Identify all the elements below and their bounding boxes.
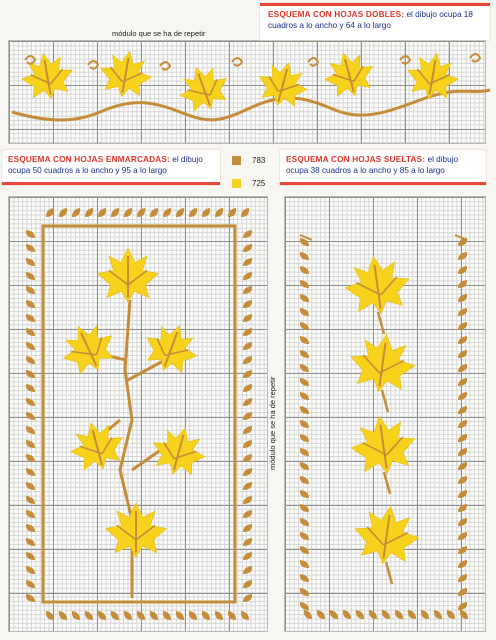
frame-top-leaflet [98, 208, 106, 217]
loose-bottom-leaflet [356, 610, 364, 619]
loose-right-leaflet [458, 462, 467, 470]
frame-right-leaflet [243, 272, 252, 280]
frame-right-leaflet [243, 370, 252, 378]
frame-top-leaflet [228, 208, 236, 217]
frame-top-leaflet [176, 208, 184, 217]
frame-bottom-leaflet [202, 611, 210, 620]
frame-left-leaflet [26, 244, 35, 252]
loose-right-leaflet [458, 364, 467, 372]
frame-right-leaflet [243, 398, 252, 406]
frame-top-leaflet [241, 208, 249, 217]
frame-left-leaflet [26, 524, 35, 532]
loose-right-leaflet [458, 392, 467, 400]
frame-left-leaflet [26, 594, 35, 602]
loose-right-leaflet [458, 322, 467, 330]
loose-left-leaflet [300, 518, 309, 526]
loose-bottom-leaflet [382, 610, 390, 619]
frame-bottom-leaflet [150, 611, 158, 620]
frame-left-leaflet [26, 440, 35, 448]
frame-bottom-leaflet [85, 611, 93, 620]
loose-left-leaflet [300, 266, 309, 274]
frame-left-leaflet [26, 496, 35, 504]
frame-top-leaflet [202, 208, 210, 217]
loose-left-leaflet [300, 602, 309, 610]
loose-left-leaflet [300, 336, 309, 344]
loose-left-leaflet [300, 434, 309, 442]
frame-left-leaflet [26, 328, 35, 336]
loose-bottom-leaflet [460, 610, 468, 619]
legend-code-783: 783 [252, 156, 266, 165]
framed-main-stem [120, 300, 132, 598]
frame-right-leaflet [243, 328, 252, 336]
loose-left-leaflet [300, 546, 309, 554]
frame-right-leaflet [243, 300, 252, 308]
frame-right-leaflet [243, 510, 252, 518]
loose-left-leaflet [300, 350, 309, 358]
frame-right-leaflet [243, 468, 252, 476]
frame-left-leaflet [26, 552, 35, 560]
loose-left-leaflet [300, 364, 309, 372]
frame-left-leaflet [26, 300, 35, 308]
frame-left-leaflet [26, 454, 35, 462]
frame-right-leaflet [243, 314, 252, 322]
frame-bottom-leaflet [98, 611, 106, 620]
loose-leaf-stem-4 [386, 562, 392, 584]
loose-right-leaflet [458, 588, 467, 596]
loose-right-leaflet [458, 560, 467, 568]
frame-bottom-leaflet [111, 611, 119, 620]
loose-right-curl [455, 235, 467, 240]
loose-leaf-stem-2 [382, 390, 388, 412]
loose-right-leaflet [458, 294, 467, 302]
loose-left-leaflet [300, 504, 309, 512]
loose-right-leaflet [458, 308, 467, 316]
loose-right-leaflet [458, 602, 467, 610]
loose-left-leaflet [300, 378, 309, 386]
frame-right-leaflet [243, 412, 252, 420]
loose-left-leaflet [300, 280, 309, 288]
loose-right-leaflet [458, 476, 467, 484]
loose-right-leaflet [458, 280, 467, 288]
frame-right-leaflet [243, 538, 252, 546]
loose-left-leaflet [300, 322, 309, 330]
frame-left-leaflet [26, 398, 35, 406]
loose-left-leaflet [300, 574, 309, 582]
frame-right-leaflet [243, 356, 252, 364]
frame-bottom-leaflet [59, 611, 67, 620]
loose-leaf-stem-1 [378, 312, 384, 334]
loose-bottom-leaflet [343, 610, 351, 619]
frame-left-leaflet [26, 286, 35, 294]
loose-right-leaflet [458, 490, 467, 498]
frame-bottom-leaflet [163, 611, 171, 620]
loose-right-leaflet [458, 378, 467, 386]
loose-bottom-leaflet [421, 610, 429, 619]
frame-top-leaflet [150, 208, 158, 217]
frame-right-leaflet [243, 286, 252, 294]
loose-left-leaflet [300, 392, 309, 400]
loose-right-leaflet [458, 574, 467, 582]
frame-top-leaflet [124, 208, 132, 217]
double-leaves-title: ESQUEMA CON HOJAS DOBLES: [268, 10, 405, 19]
loose-left-leaflet [300, 448, 309, 456]
frame-left-leaflet [26, 412, 35, 420]
loose-right-leaflet [458, 350, 467, 358]
frame-top-leaflet [72, 208, 80, 217]
loose-bottom-leaflet [330, 610, 338, 619]
frame-right-leaflet [243, 384, 252, 392]
frame-right-leaflet [243, 258, 252, 266]
frame-top-leaflet [85, 208, 93, 217]
loose-leaves-title: ESQUEMA CON HOJAS SUELTAS: [286, 155, 426, 164]
frame-bottom-leaflet [176, 611, 184, 620]
frame-left-leaflet [26, 356, 35, 364]
loose-left-leaflet [300, 462, 309, 470]
framed-leaves-title: ESQUEMA CON HOJAS ENMARCADAS: [8, 155, 170, 164]
frame-right-leaflet [243, 454, 252, 462]
frame-right-leaflet [243, 440, 252, 448]
loose-right-leaflet [458, 420, 467, 428]
frame-top-leaflet [111, 208, 119, 217]
loose-right-leaflet [458, 252, 467, 260]
frame-bottom-leaflet [124, 611, 132, 620]
loose-right-leaflet [458, 434, 467, 442]
frame-left-leaflet [26, 566, 35, 574]
loose-left-leaflet [300, 308, 309, 316]
loose-bottom-leaflet [447, 610, 455, 619]
frame-right-leaflet [243, 230, 252, 238]
frame-left-leaflet [26, 580, 35, 588]
frame-right-leaflet [243, 566, 252, 574]
loose-right-leaflet [458, 406, 467, 414]
frame-right-leaflet [243, 496, 252, 504]
loose-bottom-leaflet [369, 610, 377, 619]
frame-left-leaflet [26, 482, 35, 490]
frame-left-leaflet [26, 510, 35, 518]
loose-bottom-leaflet [395, 610, 403, 619]
framed-leaves-description: el dibujo ocupa 50 cuadros a lo ancho y 95 a lo largo [8, 155, 203, 175]
frame-bottom-leaflet [46, 611, 54, 620]
frame-left-leaflet [26, 258, 35, 266]
loose-bottom-leaflet [317, 610, 325, 619]
loose-right-leaflet [458, 518, 467, 526]
legend-code-725: 725 [252, 179, 266, 188]
frame-bottom-leaflet [215, 611, 223, 620]
frame-top-leaflet [189, 208, 197, 217]
frame-top-leaflet [163, 208, 171, 217]
loose-left-leaflet [300, 532, 309, 540]
loose-right-leaflet [458, 546, 467, 554]
frame-right-leaflet [243, 552, 252, 560]
frame-right-leaflet [243, 580, 252, 588]
loose-left-leaflet [300, 420, 309, 428]
frame-bottom-leaflet [241, 611, 249, 620]
frame-left-leaflet [26, 538, 35, 546]
module-label-vertical: módulo que se ha de repetir [268, 376, 277, 470]
frame-bottom-leaflet [189, 611, 197, 620]
loose-right-leaflet [458, 448, 467, 456]
double-leaves-description: el dibujo ocupa 18 cuadros a lo ancho y 64 a lo largo [268, 10, 473, 30]
frame-bottom-leaflet [228, 611, 236, 620]
frame-top-leaflet [215, 208, 223, 217]
loose-left-leaflet [300, 588, 309, 596]
frame-top-leaflet [46, 208, 54, 217]
module-label: módulo que se ha de repetir [112, 29, 206, 38]
frame-top-leaflet [137, 208, 145, 217]
loose-right-leaflet [458, 504, 467, 512]
frame-right-leaflet [243, 482, 252, 490]
frame-right-leaflet [243, 426, 252, 434]
frame-left-leaflet [26, 230, 35, 238]
loose-left-leaflet [300, 560, 309, 568]
frame-right-leaflet [243, 594, 252, 602]
frame-left-leaflet [26, 384, 35, 392]
frame-left-leaflet [26, 272, 35, 280]
loose-leaf-stem-3 [384, 472, 390, 494]
loose-bottom-leaflet [408, 610, 416, 619]
loose-left-leaflet [300, 476, 309, 484]
frame-bottom-leaflet [72, 611, 80, 620]
frame-bottom-leaflet [137, 611, 145, 620]
loose-left-leaflet [300, 406, 309, 414]
frame-left-leaflet [26, 370, 35, 378]
loose-right-leaflet [458, 266, 467, 274]
frame-left-leaflet [26, 342, 35, 350]
loose-bottom-leaflet [304, 610, 312, 619]
loose-bottom-leaflet [434, 610, 442, 619]
loose-right-leaflet [458, 532, 467, 540]
frame-top-leaflet [59, 208, 67, 217]
frame-right-leaflet [243, 342, 252, 350]
loose-left-leaflet [300, 294, 309, 302]
frame-left-leaflet [26, 314, 35, 322]
frame-right-leaflet [243, 524, 252, 532]
frame-left-leaflet [26, 468, 35, 476]
loose-left-leaflet [300, 490, 309, 498]
frame-left-leaflet [26, 426, 35, 434]
loose-left-leaflet [300, 252, 309, 260]
loose-leaves-description: el dibujo ocupa 38 cuadros a lo ancho y 85 a lo largo [286, 155, 459, 175]
loose-right-leaflet [458, 336, 467, 344]
frame-right-leaflet [243, 244, 252, 252]
